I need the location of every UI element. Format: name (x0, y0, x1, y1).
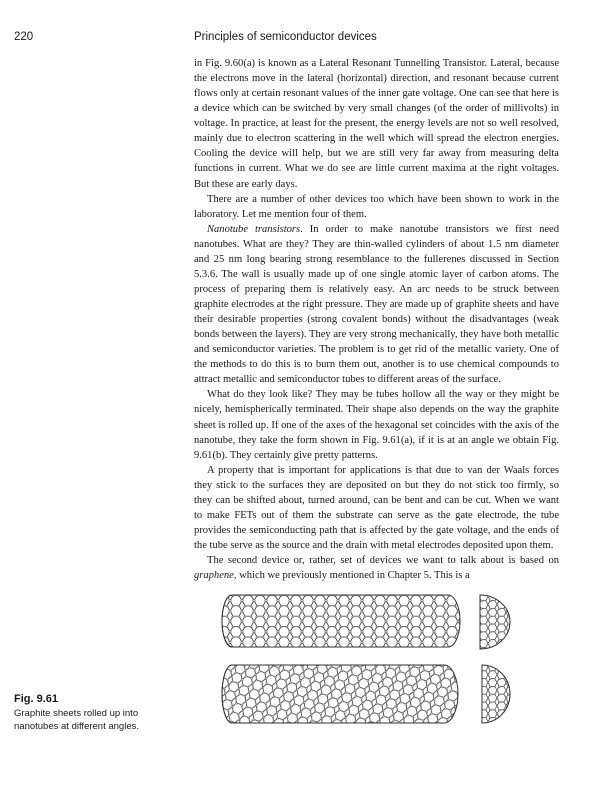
paragraph: There are a number of other devices too which have been shown to work in the laboratory. Let me mention four of them. (194, 193, 559, 220)
paragraph-text: . In order to make nanotube transistors we first need nanotubes. What are they? They are thin-walled cylinders of about 1.5 nm diameter and 25 nm long bearing strong resemblance to the fullerenes discussed in Section 5.3.6. The wall is usually made up of one single atomic layer of carbon atoms. The process of preparing them is relatively easy. An arc needs to be struck between graphite electrodes at the right pressure. They are made up of graphite sheets and have their desirable properties (strong covalent bonds) without the disadvantages (weak bonds between the layers). They are very strong mechanically, they have both metallic and semiconductor varieties. The problem is to get rid of the metallic variety. One of the methods to do this is to burn them out, another is to use chemical compounds to attract metallic and semiconductor tubes to different areas of the surface. (194, 223, 559, 386)
paragraph-text: , which we previously mentioned in Chapter 5. This is a (233, 570, 470, 582)
paragraph-text: The second device or, rather, set of devices we want to talk about is based on (207, 555, 559, 567)
paragraph: in Fig. 9.60(a) is known as a Lateral Resonant Tunnelling Transistor. Lateral, because the electrons move in the lateral (horizontal) direction, and resonant because current flows only at certain resonant values of the inner gate voltage. One can see that here is a device which can be switched by very small changes (of the order of millivolts) in voltage. In practice, at least for the present, the energy levels are not so well resolved, mainly due to electron scattering in the well which will spread the electron energies. Cooling the device will help, but we are still very far away from measuring delta functions in current. What we do see are little current maxima at the right voltages. But these are early days. (194, 58, 559, 190)
nanotube-a-end-view (480, 595, 510, 649)
nanotube-a-side-view (222, 595, 460, 647)
caption-text: Graphite sheets rolled up into nanotubes at different angles. (14, 708, 140, 732)
figure-label: Fig. 9.61 (14, 693, 59, 705)
nanotube-illustration (218, 585, 542, 727)
figure-caption (14, 693, 174, 733)
emphasis: graphene (194, 570, 234, 582)
paragraph: What do they look like? They may be tubes hollow all the way or they might be nicely, hemispherically terminated. Their shape also depends on the way the graphite sheet is rolled up. If one of the axes of the hexagonal set coincides with the axis of the nanotube, they take the form shown in Fig. 9.61(a), if it is at an angle we obtain Fig. 9.61(b). They certainly give pretty patterns. (194, 389, 559, 461)
paragraph: A property that is important for applications is that due to van der Waals forces they stick to the surfaces they are deposited on but they do not stick too firmly, so they can be shifted about, turned around, can be bent and can be cut. When we want to make FETs out of them the substrate can serve as the gate electrode, the tube provides the semiconducting path that is affected by the gate voltage, and the ends of the tube serve as the source and the drain with metal electrodes deposited upon them. (194, 464, 559, 551)
page-number: 220 (14, 31, 34, 43)
nanotube-b-end-view (482, 665, 510, 723)
nanotube-b-side-view (222, 665, 458, 723)
paragraph (194, 222, 559, 388)
nanotube-figure (218, 585, 542, 727)
body-text (194, 56, 559, 583)
paragraph (194, 553, 559, 583)
run-in-heading: Nanotube transistors (207, 223, 301, 235)
running-head: Principles of semiconductor devices (194, 31, 377, 43)
